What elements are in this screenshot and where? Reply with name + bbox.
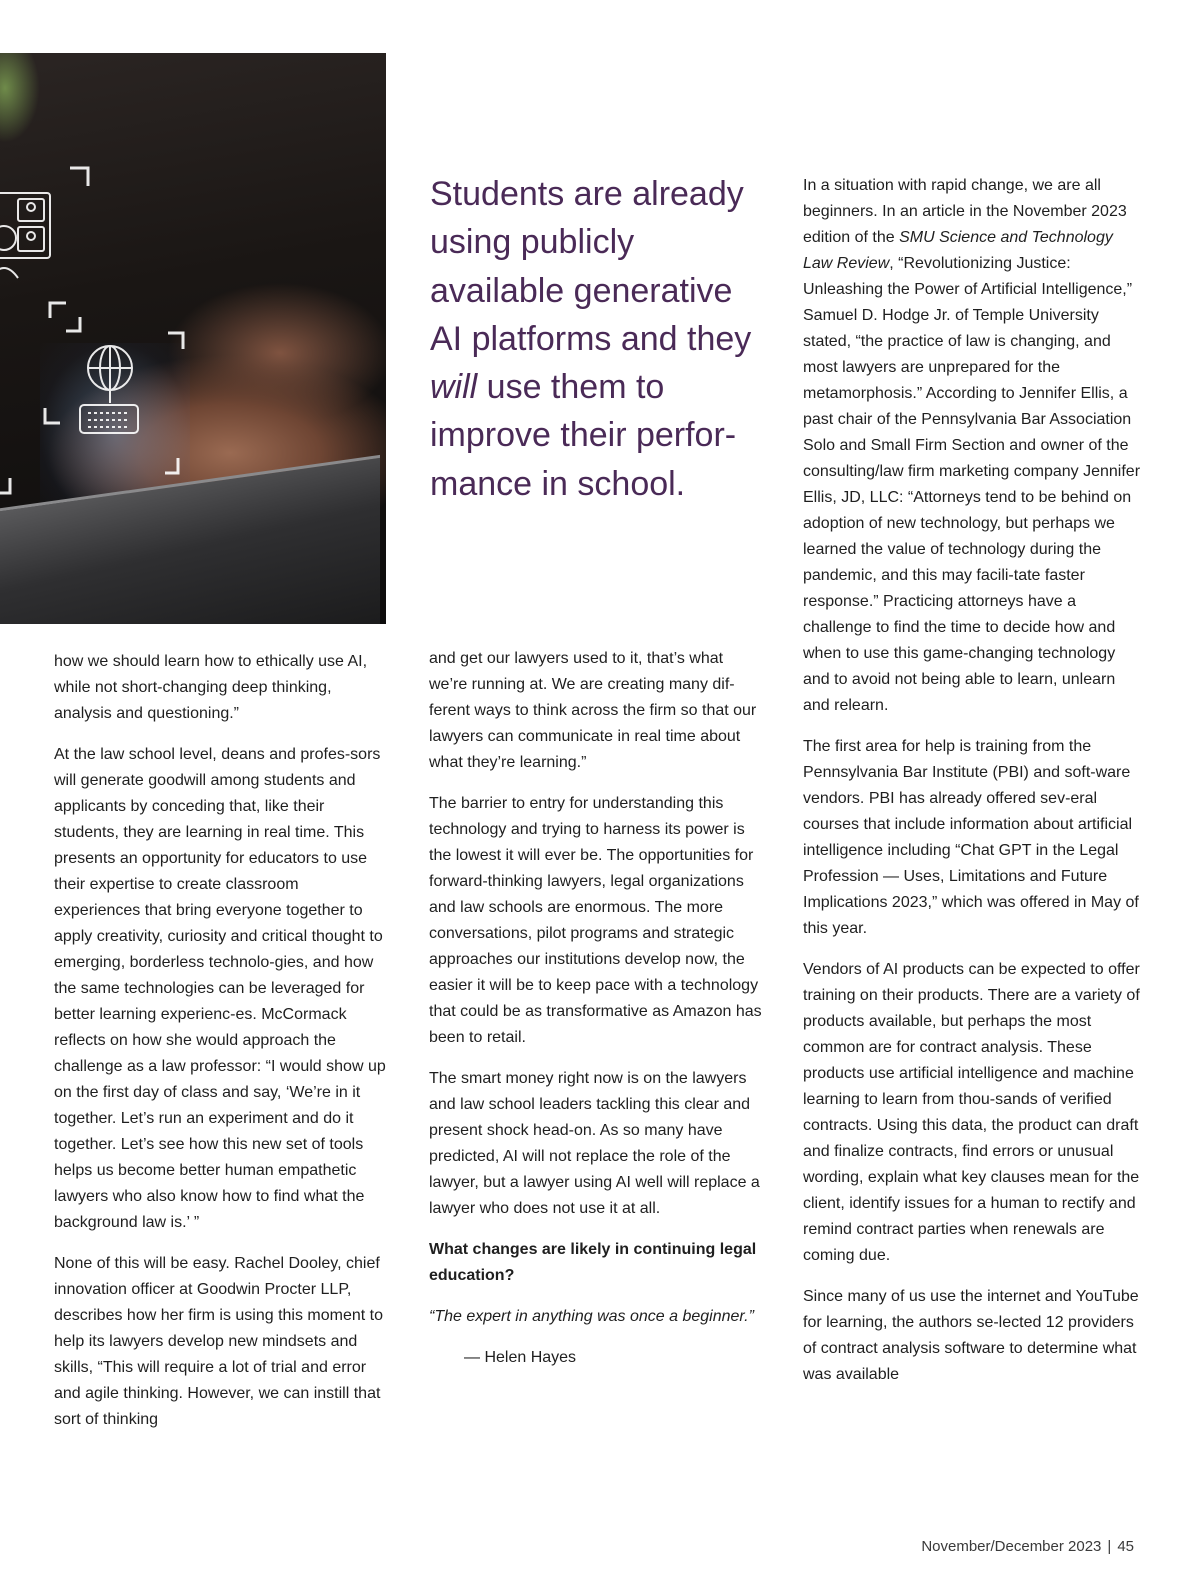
issue-date: November/December 2023 [921,1538,1102,1555]
column2-paragraph: The barrier to entry for understanding this technology and trying to harness its power is the lowest it will ever be. The opportunities for forward-thinking lawyers, legal organizations and law schools are enormous. The more conversations, pilot programs and strategic approaches our institutions develop now, the easier it will be to keep pace with a technology that could be as transformative as Amazon has been to retail. [429,795,762,1046]
page-footer [921,1538,1134,1555]
column3-paragraph: Vendors of AI products can be expected to offer training on their products. There are a variety of products available, but perhaps the most common are for contract analysis. These products use artificial intelligence and machine learning to learn from thou-sands of verified contracts. Using this data, the product can draft and finalize contracts, find errors or unusual wording, explain what key clauses mean for the client, identify issues for a human to rectify and remind contract parties when renewals are coming due. [803,961,1140,1264]
body-column-1 [54,649,389,1448]
globe-icon [88,346,132,403]
keyboard-icon [80,405,138,433]
epigraph-attribution: — Helen Hayes [464,1349,577,1366]
column2-paragraph: The smart money right now is on the lawyers and law school leaders tackling this clear and present shock head-on. As so many have predicted, AI will not replace the role of the lawyer, but a lawyer using AI well will replace a lawyer who does not use it at all. [429,1070,760,1217]
pull-quote-italic-word: will [430,368,478,407]
video-conference-icon [0,193,50,278]
epigraph-quote: “The expert in anything was once a beginner.” [429,1308,754,1325]
column1-paragraph: At the law school level, deans and profes-sors will generate goodwill among students and applicants by conceding that, like their students, they are learning in real time. This presents an opportunity for educators to use their expertise to create classroom experiences that bring everyone together to apply creativity, curiosity and critical thought to emerging, borderless technolo-gies, and how the same technologies can be leveraged for better learning experienc-es. McCormack reflects on how she would approach the challenge as a law professor: “I would show up on the first day of class and say, ‘We’re in it together. Let’s run an experiment and do it together. Let’s see how this new set of tools helps us become better human empathetic lawyers who also know how to find what the background law is.’ ” [54,746,386,1231]
column3-paragraph: Since many of us use the internet and YouTube for learning, the authors se-lected 12 providers of contract analysis software to determine what was available [803,1288,1139,1383]
pull-quote-text-before: Students are already using publicly available generative AI platforms and they [430,175,752,358]
column3-paragraph [803,173,1143,719]
hologram-overlay [0,53,386,624]
column3-paragraph: The first area for help is training from the Pennsylvania Bar Institute (PBI) and soft-ware vendors. PBI has already offered sev-eral courses that include information about artificial intelligence including “Chat GPT in the Legal Profession — Uses, Limitations and Future Implications 2023,” which was offered in May of this year. [803,738,1139,937]
section-heading: What changes are likely in continuing legal education? [429,1241,757,1284]
page-number: 45 [1117,1538,1134,1555]
column3-p1-after: , “Revolutionizing Justice: Unleashing the Power of Artificial Intelligence,” Samuel D. Hodge Jr. of Temple University stated, “the practice of law is changing, and most lawyers are unprepared for the metamorphosis.” According to Jennifer Ellis, a past chair of the Pennsylvania Bar Association Solo and Small Firm Section and owner of the consulting/law firm marketing company Jennifer Ellis, JD, LLC: “Attorneys tend to be behind on adoption of new technology, but perhaps we learned the value of technology during the pandemic, and this may facili-tate faster response.” Practicing attorneys have a challenge to find the time to decide how and when to use this game-changing technology and to avoid not being able to learn, unlearn and relearn. [803,255,1141,714]
column1-paragraph: None of this will be easy. Rachel Dooley, chief innovation officer at Goodwin Procter LLP, describes how her firm is using this moment to help its lawyers develop new mindsets and skills, “This will require a lot of trial and error and agile thinking. However, we can instill that sort of thinking [54,1255,384,1428]
pull-quote [430,170,760,508]
journal-title: SMU Science and Technology Law Review [803,229,1113,272]
body-column-3 [803,173,1143,1403]
pull-quote-text-after: use them to improve their perfor-mance in school. [430,368,737,503]
footer-separator: | [1107,1538,1112,1555]
hero-photo [0,53,386,624]
body-column-2 [429,646,764,1386]
column3-p1-before: In a situation with rapid change, we are all beginners. In an article in the November 2023 edition of the [803,177,1127,246]
column2-paragraph: and get our lawyers used to it, that’s what we’re running at. We are creating many dif-ferent ways to think across the firm so that our lawyers can communicate in real time about what they’re learning.” [429,650,757,771]
column1-paragraph: how we should learn how to ethically use AI, while not short-changing deep thinking, analysis and questioning.” [54,653,368,722]
